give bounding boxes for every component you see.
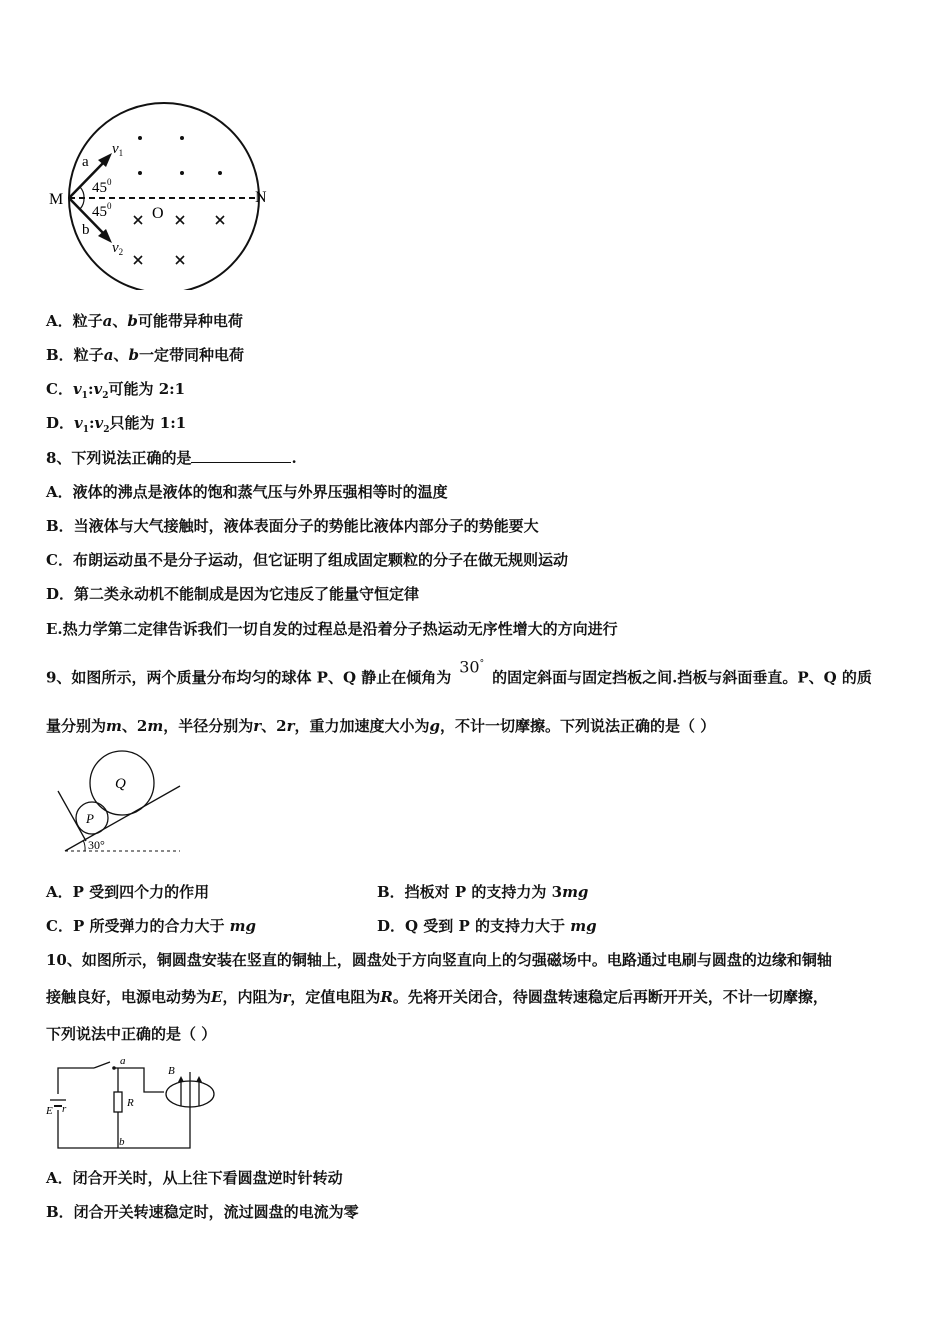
- switch: [94, 1062, 110, 1068]
- q7-option-d: D．$v_1:v_2$只能为 1:1: [46, 414, 187, 435]
- q9-option-a: A．P 受到四个力的作用: [46, 883, 210, 901]
- label-a: a: [82, 154, 89, 170]
- q9-stem-line1: 9、如图所示，两个质量分布均匀的球体 P、Q 静止在倾角为30°的固定斜面与固定挡板之间.挡板与斜面垂直。P、Q 的质: [46, 664, 872, 687]
- wire-top-right: [114, 1068, 164, 1092]
- field-arrowhead-right: [196, 1076, 202, 1082]
- q9-option-d: D．Q 受到 P 的支持力大于 mg: [377, 917, 597, 935]
- q9-incline-figure: [55, 748, 185, 856]
- q9-stem-line2: 量分别为m、2m，半径分别为r、2r，重力加速度大小为g，不计一切摩擦。下列说法正确的是（ ）: [46, 717, 716, 735]
- angle-arc: [83, 840, 85, 851]
- q10-option-a: A．闭合开关时，从上往下看圆盘逆时针转动: [46, 1169, 343, 1187]
- label-e: E: [46, 1105, 53, 1117]
- label-o: O: [152, 205, 164, 222]
- field-arrowhead-left: [178, 1076, 184, 1082]
- label-m: M: [49, 191, 64, 208]
- field-crosses: [134, 216, 224, 264]
- q8-option-d: D．第二类永动机不能制成是因为它违反了能量守恒定律: [46, 585, 420, 603]
- label-v2: $v_2$: [112, 240, 124, 257]
- label-angle-top: $45^0$: [92, 177, 112, 196]
- label-v1: $v_1$: [112, 141, 124, 158]
- label-r-internal: r: [62, 1103, 67, 1115]
- label-angle-bottom: $45^0$: [92, 201, 112, 220]
- answer-blank[interactable]: [191, 448, 291, 463]
- q8-option-b: B．当液体与大气接触时，液体表面分子的势能比液体内部分子的势能要大: [46, 517, 539, 535]
- q9-option-b: B．挡板对 P 的支持力为 3mg: [377, 883, 589, 901]
- q8-option-e: E.热力学第二定律告诉我们一切自发的过程总是沿着分子热运动无序性增大的方向进行: [46, 620, 618, 638]
- angle-30: 30°: [459, 657, 485, 677]
- q8-option-a: A．液体的沸点是液体的饱和蒸气压与外界压强相等时的温度: [46, 483, 448, 501]
- wire-top-left: [58, 1068, 94, 1094]
- label-b-field: B: [168, 1065, 175, 1077]
- q9-option-c: C．P 所受弹力的合力大于 mg: [46, 917, 257, 935]
- q10-stem-line2: 接触良好，电源电动势为E，内阻为r，定值电阻为R。先将开关闭合，待圆盘转速稳定后再断开开关，不计一切摩擦，: [46, 988, 828, 1006]
- label-p: P: [86, 811, 94, 826]
- field-dots: [138, 136, 222, 175]
- q7-magnetic-field-figure: [44, 100, 284, 290]
- q10-option-b: B．闭合开关转速稳定时，流过圆盘的电流为零: [46, 1203, 359, 1221]
- angle-arc-bottom: [80, 198, 84, 209]
- label-r-resistor: R: [127, 1097, 134, 1109]
- q10-circuit-figure: [44, 1052, 224, 1152]
- field-circle: [69, 103, 259, 290]
- label-angle: 30°: [88, 838, 105, 852]
- q10-stem-line3: 下列说法中正确的是（ ）: [46, 1025, 217, 1043]
- switch-contact: [112, 1066, 116, 1070]
- label-b: b: [119, 1136, 125, 1148]
- q10-stem-line1: 10、如图所示，铜圆盘安装在竖直的铜轴上，圆盘处于方向竖直向上的匀强磁场中。电路通过电刷与圆盘的边缘和铜轴: [46, 951, 832, 969]
- label-b: b: [82, 222, 90, 238]
- incline-surface: [65, 786, 180, 851]
- angle-arc-top: [80, 187, 84, 198]
- resistor: [114, 1092, 122, 1112]
- q7-option-b: B．粒子a、b一定带同种电荷: [46, 346, 244, 364]
- q7-option-a: A．粒子a、b可能带异种电荷: [46, 312, 243, 330]
- q8-stem: 8、下列说法正确的是 .: [46, 449, 297, 467]
- q8-option-c: C．布朗运动虽不是分子运动，但它证明了组成固定颗粒的分子在做无规则运动: [46, 551, 568, 569]
- baffle-plate: [58, 791, 86, 841]
- q7-option-c: C．$v_1:v_2$可能为 2:1: [46, 380, 186, 401]
- label-n: N: [255, 189, 267, 206]
- label-a: a: [120, 1055, 126, 1067]
- label-q: Q: [115, 776, 126, 792]
